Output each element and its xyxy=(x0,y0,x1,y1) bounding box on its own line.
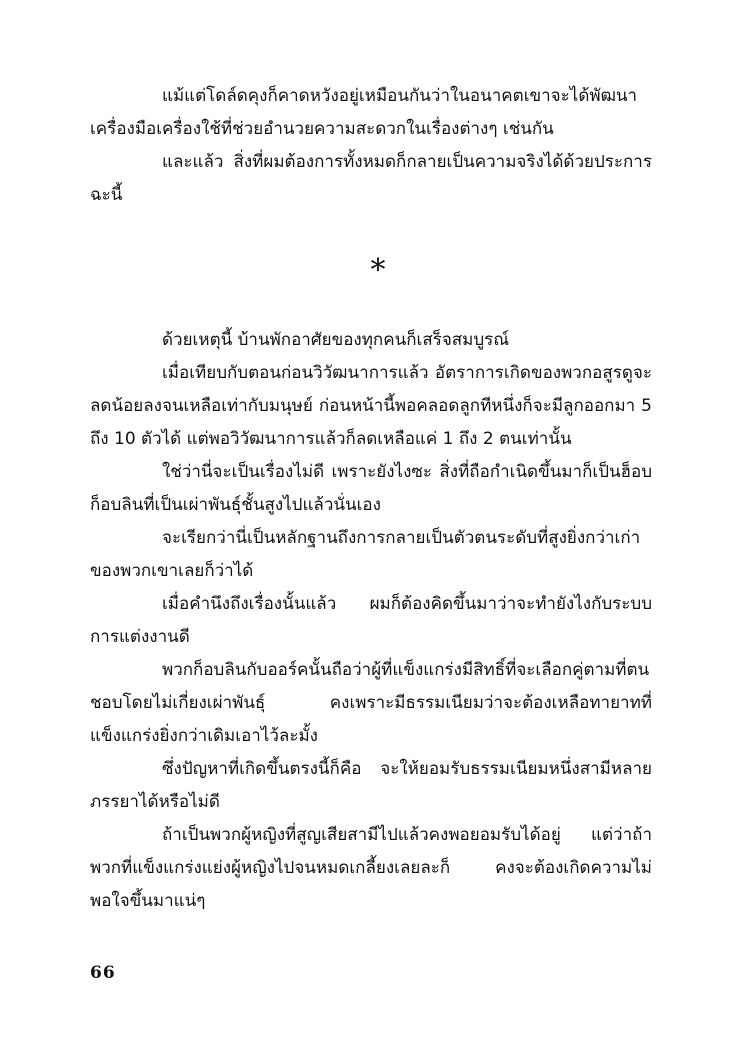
paragraph-2: และแล้ว สิ่งที่ผมต้องการทั้งหมดก็กลายเป็นความจริงได้ด้วยประการฉะนี้ xyxy=(90,152,652,205)
paragraph-5: ใช่ว่านี่จะเป็นเรื่องไม่ดี เพราะยังไงซะ สิ่งที่ถือกำเนิดขึ้นมาก็เป็นฮ็อบก็อบลินที่เป็นเผ่าพันธุ์ชั้นสูงไปแล้วนั่นเอง xyxy=(90,462,652,515)
paragraph-1: แม้แต่โดล์ดคุงก็คาดหวังอยู่เหมือนกันว่าในอนาคตเขาจะได้พัฒนาเครื่องมือเครื่องใช้ที่ช่วยอำนวยความสะดวกในเรื่องต่างๆ เช่นกัน xyxy=(90,86,638,139)
paragraph-9: ซึ่งปัญหาที่เกิดขึ้นตรงนี้ก็คือ จะให้ยอมรับธรรมเนียมหนึ่งสามีหลายภรรยาได้หรือไม่ดี xyxy=(90,759,652,812)
paragraph-6: จะเรียกว่านี่เป็นหลักฐานถึงการกลายเป็นตัวตนระดับที่สูงยิ่งกว่าเก่าของพวกเขาเลยก็ว่าได้ xyxy=(90,528,641,581)
page-body xyxy=(90,80,652,918)
paragraph-7: เมื่อคำนึงถึงเรื่องนั้นแล้ว ผมก็ต้องคิดขึ้นมาว่าจะทำยังไงกับระบบการแต่งงานดี xyxy=(90,594,652,647)
scene-break-asterisk: * xyxy=(370,253,386,288)
paragraph-3: ด้วยเหตุนี้ บ้านพักอาศัยของทุกคนก็เสร็จสมบูรณ์ xyxy=(162,330,510,350)
paragraph-8: พวกก็อบลินกับออร์คนั้นถือว่าผู้ที่แข็งแกร่งมีสิทธิ์ที่จะเลือกคู่ตามที่ตนชอบโดยไม่เกี่ยงเผ่าพันธุ์ คงเพราะมีธรรมเนียมว่าจะต้องเหลือทายาทที่แข็งแกร่งยิ่งกว่าเดิมเอาไว้ละมั้ง xyxy=(90,660,652,746)
page-number: 66 xyxy=(90,963,116,983)
paragraph-4: เมื่อเทียบกับตอนก่อนวิวัฒนาการแล้ว อัตราการเกิดของพวกอสูรดูจะลดน้อยลงจนเหลือเท่ากับมนุษย์ ก่อนหน้านี้พอคลอดลูกทีหนึ่งก็จะมีลูกออกมา 5 ถึง 10 ตัวได้ แต่พอวิวัฒนาการแล้วก็ลดเหลือแค่ 1 ถึง 2 ตนเท่านั้น xyxy=(90,363,652,449)
paragraph-10: ถ้าเป็นพวกผู้หญิงที่สูญเสียสามีไปแล้วคงพอยอมรับได้อยู่ แต่ว่าถ้าพวกที่แข็งแกร่งแย่งผู้หญิงไปจนหมดเกลี้ยงเลยละก็ คงจะต้องเกิดความไม่พอใจขึ้นมาแน่ๆ xyxy=(90,825,652,911)
